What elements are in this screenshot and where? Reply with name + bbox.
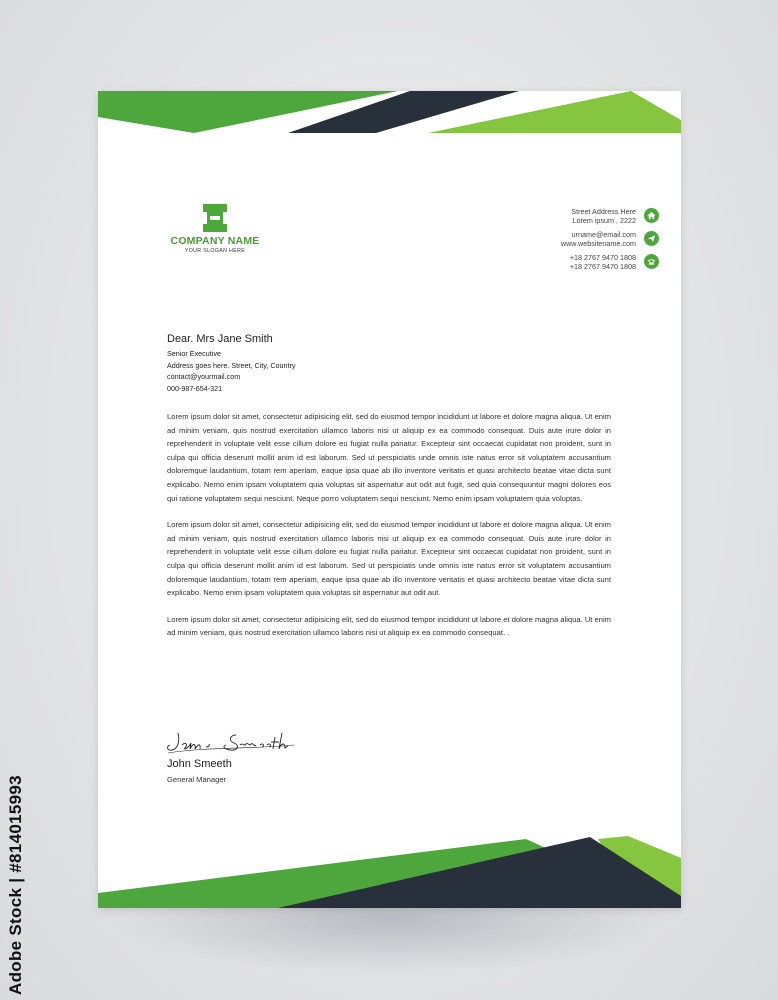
address-line-1: Street Address Here (571, 206, 636, 216)
body-paragraph-2: Lorem ipsum dolor sit amet, consectetur adipisicing elit, sed do eiusmod tempor incididunt ut labore et dolore magna aliqua. Ut enim ad minim veniam, quis nostrud exercitation ullamco laboris nisi ut aliquip ex ea commodo consequat. Duis aute irure dolor in reprehenderit in voluptate velit esse cillum dolore eu fugiat nulla pariatur. Excepteur sint occaecat cupidatat non proident, sunt in culpa qui officia deserunt mollit anim id est laborum. Sed ut perspiciatis unde omnis iste natus error sit voluptatem accusantium doloremque laudantium, totam rem aperiam, eaque ipsa quae ab illo inventore veritatis et quasi architecto beatae vitae dicta sunt explicabo. Nemo enim ipsam voluptatem quia voluptas sit aspernatur aut odit aut. (167, 520, 611, 598)
send-icon (644, 231, 659, 246)
contact-address-row (429, 204, 659, 227)
contact-block (429, 204, 659, 273)
body-paragraph-3: Lorem ipsum dolor sit amet, consectetur adipisicing elit, sed do eiusmod tempor incididunt ut labore et dolore magna aliqua. Ut enim ad minim veniam, quis nostrud exercitation ullamco laboris nisi ut aliquip ex ea commodo consequat. . (167, 614, 611, 638)
phone-1: +18 2767 9470 1808 (569, 252, 636, 262)
handwritten-signature (164, 727, 304, 757)
signatory-name: John Smeeth (167, 758, 232, 770)
address-line-2: Lorem ipsum , 2222 (572, 215, 636, 225)
letterhead-page (98, 91, 681, 908)
phone-2: +18 2767 9470 1808 (569, 261, 636, 271)
contact-web-row (429, 227, 659, 250)
recipient-email: contact@yourmail.com (167, 372, 241, 381)
recipient-name: Dear. Mrs Jane Smith (167, 333, 273, 345)
signatory-title: General Manager (167, 775, 227, 784)
home-icon (644, 208, 659, 223)
company-slogan: YOUR SLOGAN HERE (184, 248, 246, 254)
stock-watermark: Adobe Stock | #814015993 (6, 775, 25, 995)
footer-decoration (98, 831, 681, 908)
contact-phone-row (429, 250, 659, 273)
body-paragraph-1: Lorem ipsum dolor sit amet, consectetur adipisicing elit, sed do eiusmod tempor incididunt ut labore et dolore magna aliqua. Ut enim ad minim veniam, quis nostrud exercitation ullamco laboris nisi ut aliquip ex ea commodo consequat. Duis aute irure dolor in reprehenderit in voluptate velit esse cillum dolore eu fugiat nulla pariatur. Excepteur sint occaecat cupidatat non proident, sunt in culpa qui officia deserunt mollit anim id est laborum. Sed ut perspiciatis unde omnis iste natus error sit voluptatem accusantium doloremque laudantium, totam rem aperiam, eaque ipsa quae ab illo inventore veritatis et quasi architecto beatae vitae dicta sunt explicabo. Nemo enim ipsam voluptatem quia voluptas sit aspernatur aut odit aut fugit, sed quia consequuntur magni dolores eos qui ratione voluptatem sequi nesciunt. Neque porro voluptatem sequi nesciunt. Nemo enim ipsam voluptatem quia voluptas. (167, 412, 611, 503)
paper-reflection (110, 905, 670, 975)
website-text: www.websitename.com (560, 238, 636, 248)
recipient-block (167, 333, 296, 394)
company-name: COMPANY NAME (170, 235, 260, 247)
email-text: urname@email.com (571, 229, 636, 239)
header-decoration (98, 91, 681, 141)
recipient-phone: 000-987-654-321 (167, 383, 223, 393)
letter-body (167, 410, 611, 653)
recipient-title: Senior Executive (167, 349, 221, 358)
recipient-address: Address goes here. Street, City, Country (167, 360, 296, 370)
logo-mark-icon (203, 204, 227, 232)
company-logo (165, 204, 265, 254)
phone-icon (644, 254, 659, 269)
